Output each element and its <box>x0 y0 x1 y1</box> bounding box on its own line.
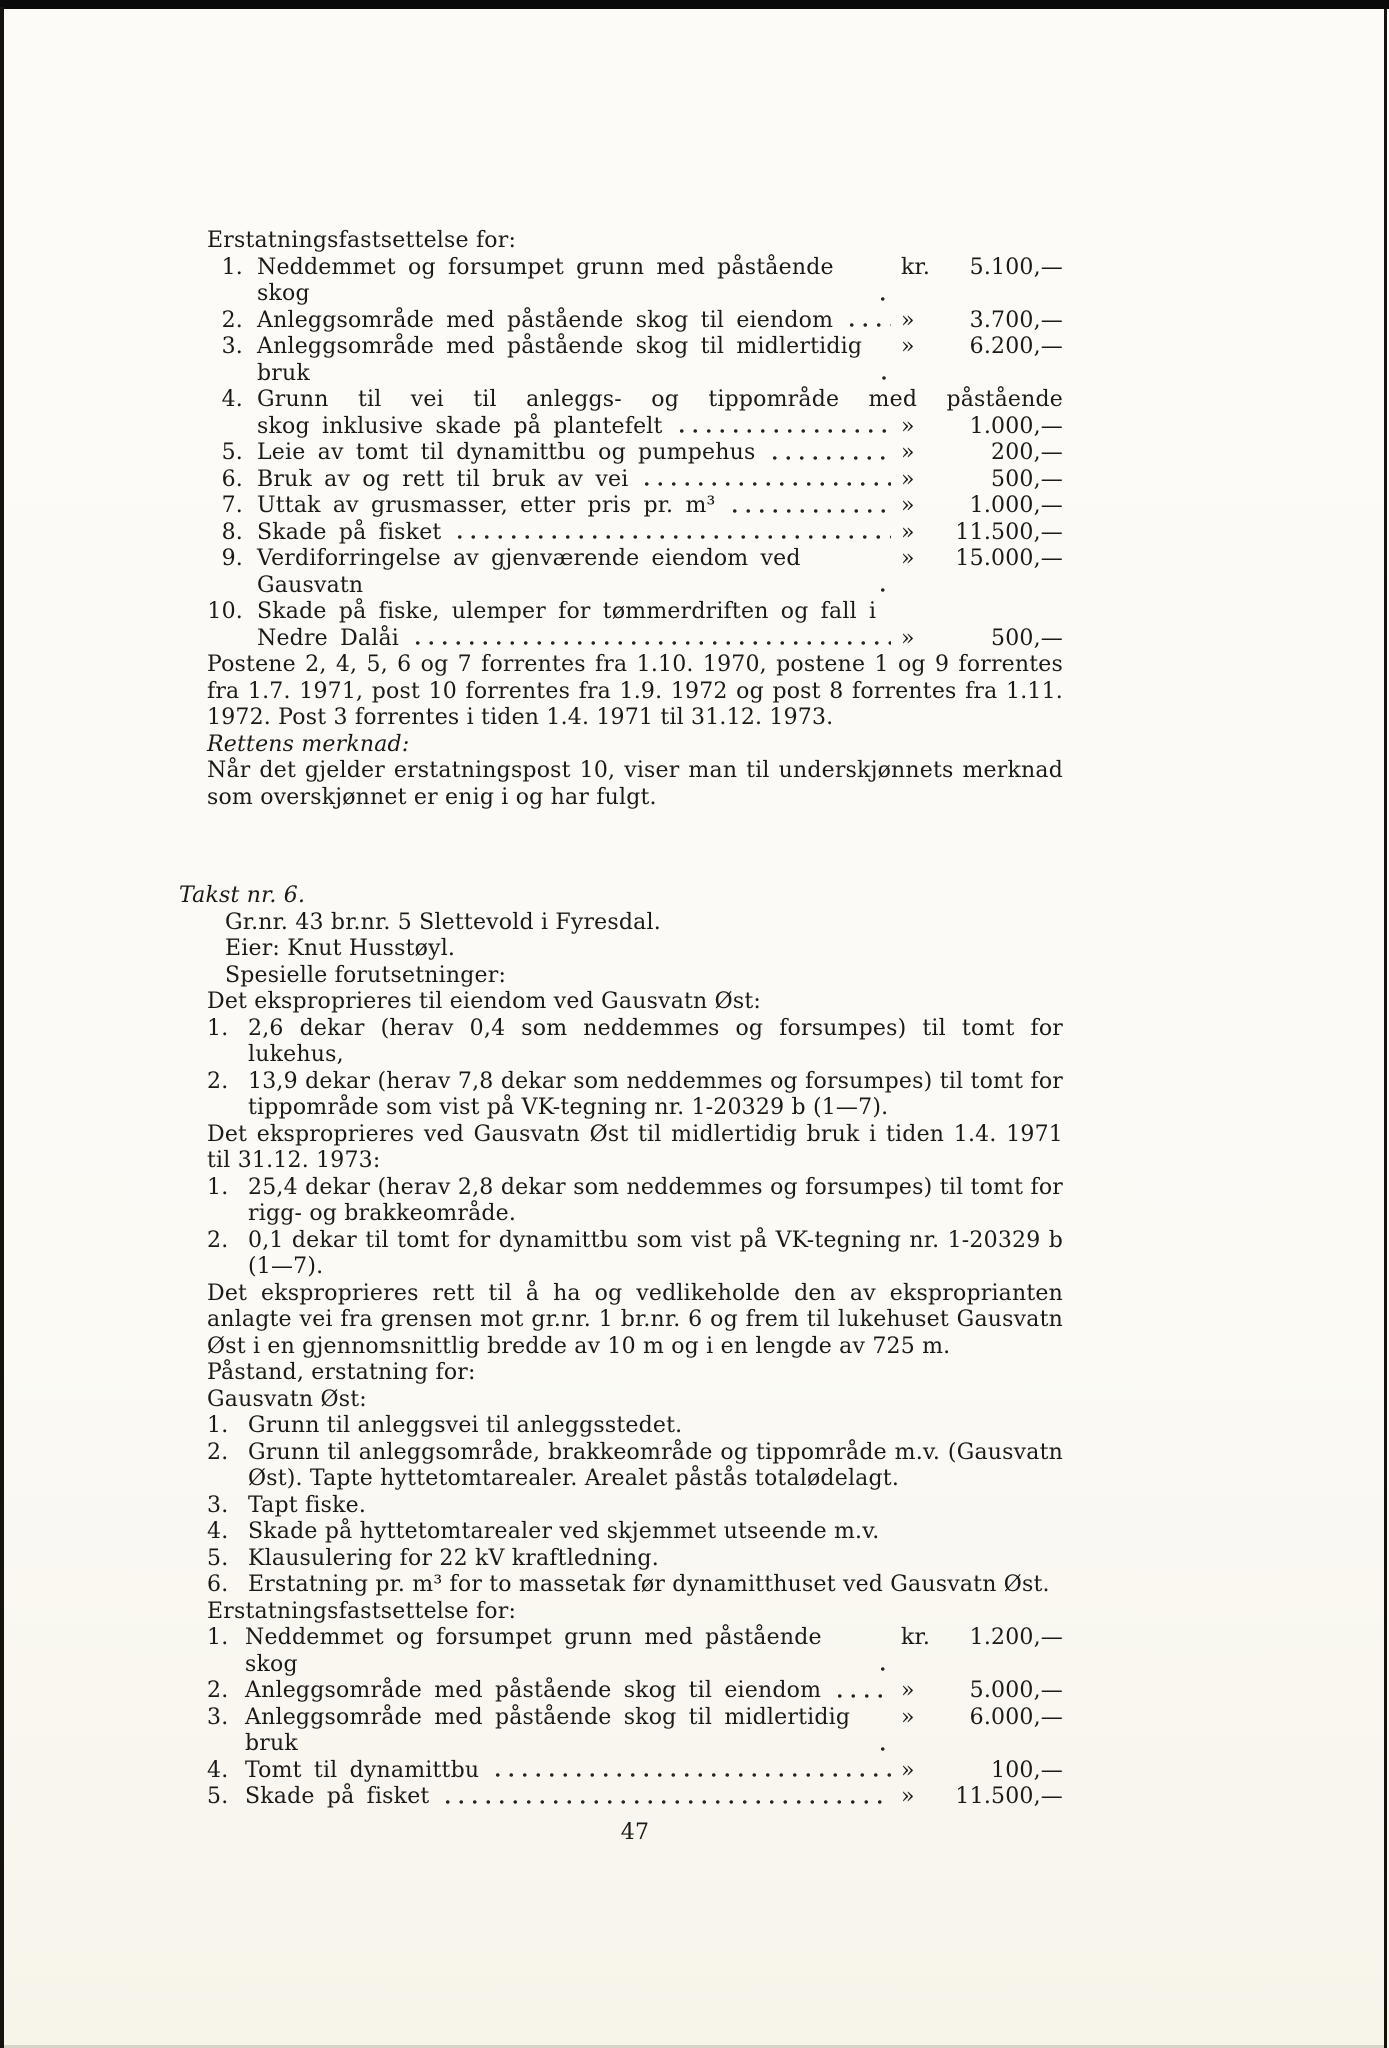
fee-item-number: 9. <box>221 546 243 571</box>
fee-item-text: Skade på fisket <box>257 519 442 545</box>
fee-amount: 100,— <box>991 1757 1063 1783</box>
list-item-number: 6. <box>207 1572 229 1597</box>
fee-item-text: Leie av tomt til dynamittbu og pumpehus <box>257 440 756 465</box>
scan-top-edge-bar <box>0 0 1389 9</box>
claim-list <box>207 1413 1063 1599</box>
fee-row-line-1 <box>207 387 1063 414</box>
fee-leader-dots <box>441 1784 891 1811</box>
fee-row-line-1 <box>207 334 1063 387</box>
list-item-text: Erstatning pr. m³ for to massetak før dynamitthuset ved Gausvatn Øst. <box>248 1572 1050 1597</box>
list-item <box>207 1546 1063 1573</box>
fee-item-number: 5. <box>207 1784 229 1809</box>
fee-currency: kr. <box>901 254 931 280</box>
fee-row-line-1 <box>207 440 1063 467</box>
fee-amount: 11.500,— <box>955 519 1063 545</box>
claim-location: Gausvatn Øst: <box>207 1386 367 1412</box>
fee-row <box>207 1625 1063 1678</box>
fee-leader-dots <box>876 1625 891 1678</box>
list-item <box>207 1440 1063 1493</box>
fee-leader-dots <box>768 440 892 467</box>
scan-right-edge-line <box>1384 9 1387 2048</box>
claim-heading: Påstand, erstatning for: <box>207 1360 476 1385</box>
fee-item-text-continued: Nedre Dalåi <box>257 625 400 651</box>
list-item-text: Tapt fiske. <box>248 1492 367 1518</box>
fee-item-text: Neddemmet og forsumpet grunn med påstående skog <box>257 254 834 306</box>
fee-item-number: 3. <box>221 334 243 359</box>
fee-amount: 500,— <box>991 625 1063 651</box>
fee-item-number: 4. <box>221 387 243 412</box>
fee-row <box>207 255 1063 308</box>
fee-currency: » <box>901 1704 915 1730</box>
fee-row-line-1 <box>207 467 1063 494</box>
fee-currency: » <box>901 519 915 545</box>
fee-amount: 1.200,— <box>969 1625 1063 1650</box>
fee-row-line-1 <box>207 599 1063 626</box>
list-item <box>207 1572 1063 1599</box>
expropriation-midlertidig-list <box>207 1175 1063 1281</box>
fee-row <box>207 467 1063 494</box>
court-remark-heading: Rettens merknad: <box>207 731 410 757</box>
fee-currency: » <box>901 1784 915 1809</box>
fee-item-number: 5. <box>221 440 243 465</box>
list-item-text: Grunn til anleggsområde, brakkeområde og tippområde m.v. (Gausvatn Øst). Tapte hyttetomtarealer. Arealet påstås totalødelagt. <box>248 1439 1063 1491</box>
fee-row-line-2 <box>207 626 1063 653</box>
list-item-number: 3. <box>207 1492 229 1518</box>
list-item-text: 2,6 dekar (herav 0,4 som neddemmes og forsumpes) til tomt for lukehus, <box>248 1015 1063 1067</box>
fee-currency: » <box>901 1678 915 1703</box>
fee-item-number: 1. <box>207 1625 229 1650</box>
list-item-text: Klausulering for 22 kV kraftledning. <box>248 1545 659 1571</box>
fee-row-line-1 <box>207 255 1063 308</box>
list-item-number: 1. <box>207 1413 229 1438</box>
fee-leader-dots <box>876 546 891 599</box>
text-column <box>179 228 1063 1846</box>
fee-item-number: 10. <box>207 599 243 624</box>
fee-item-number: 1. <box>221 254 243 280</box>
fee-row <box>207 334 1063 387</box>
expropriation-eiendom-list <box>207 1016 1063 1122</box>
list-item-text: 13,9 dekar (herav 7,8 dekar som neddemmes og forsumpes) til tomt for tippområde som vist på VK-tegning nr. 1-20329 b (1—7). <box>248 1068 1063 1120</box>
scan-left-edge-line <box>0 7 4 2048</box>
list-item-text: Grunn til anleggsvei til anleggsstedet. <box>248 1413 683 1438</box>
list-item <box>207 1413 1063 1440</box>
fee-row <box>207 440 1063 467</box>
property-line: Gr.nr. 43 br.nr. 5 Slettevold i Fyresdal. <box>225 909 661 935</box>
court-remark-text: Når det gjelder erstatningspost 10, viser man til underskjønnets merknad som overskjønnet er enig i og har fulgt. <box>207 758 1063 810</box>
fee-currency: » <box>901 334 915 359</box>
fee-item-number: 6. <box>221 466 243 492</box>
fee-amount: 6.200,— <box>969 334 1063 359</box>
fee-row-line-1 <box>207 308 1063 335</box>
list-item-text: 0,1 dekar til tomt for dynamittbu som vist på VK-tegning nr. 1-20329 b (1—7). <box>248 1227 1063 1279</box>
fee-leader-dots <box>675 414 891 441</box>
fee-amount: 5.000,— <box>969 1678 1063 1703</box>
fee-item-text-continued: skog inklusive skade på plantefelt <box>257 413 663 439</box>
fee-row-line-1 <box>207 1678 1063 1705</box>
fee-amount: 5.100,— <box>969 254 1063 280</box>
fee-currency: » <box>901 413 915 439</box>
list-item <box>207 1175 1063 1228</box>
fees-header: Erstatningsfastsettelse for: <box>207 1598 517 1624</box>
fee-row-line-1 <box>207 520 1063 547</box>
takst-heading: Takst nr. 6. <box>179 883 306 908</box>
list-item-number: 2. <box>207 1068 229 1094</box>
fee-amount: 1.000,— <box>969 413 1063 439</box>
fee-row-line-1 <box>207 546 1063 599</box>
fee-leader-dots <box>876 1705 891 1758</box>
fee-item-number: 4. <box>207 1757 229 1783</box>
fee-currency: » <box>901 546 915 571</box>
fee-item-text: Anleggsområde med påstående skog til midlertidig bruk <box>257 334 863 386</box>
fee-currency: » <box>901 440 915 465</box>
conditions-heading: Spesielle forutsetninger: <box>225 962 507 988</box>
expropriation-vei-paragraph: Det eksproprieres rett til å ha og vedlikeholde den av eksproprianten anlagte vei fra grensen mot gr.nr. 1 br.nr. 6 og frem til lukehuset Gausvatn Øst i en gjennomsnittlig bredde av 10 m og i en lengde av 725 m. <box>207 1280 1063 1359</box>
list-item <box>207 1493 1063 1520</box>
list-item-number: 2. <box>207 1439 229 1465</box>
fee-item-text: Neddemmet og forsumpet grunn med påstående skog <box>245 1625 822 1677</box>
fee-amount: 500,— <box>991 466 1063 492</box>
page-number: 47 <box>620 1819 650 1845</box>
owner-line: Eier: Knut Husstøyl. <box>225 936 456 961</box>
fee-amount: 1.000,— <box>969 493 1063 518</box>
fee-item-text: Bruk av og rett til bruk av vei <box>257 466 629 492</box>
list-item <box>207 1519 1063 1546</box>
fee-leader-dots <box>491 1758 891 1785</box>
list-item <box>207 1016 1063 1069</box>
fee-item-number: 3. <box>207 1704 229 1730</box>
fee-amount: 3.700,— <box>969 307 1063 333</box>
fee-currency: » <box>901 307 915 333</box>
fee-row <box>207 493 1063 520</box>
list-item-number: 1. <box>207 1015 229 1041</box>
fee-list <box>207 1625 1063 1811</box>
list-item <box>207 1069 1063 1122</box>
fee-item-text: Tomt til dynamittbu <box>245 1757 480 1783</box>
fee-leader-dots <box>640 467 891 494</box>
fee-row-line-1 <box>207 493 1063 520</box>
fee-item-number: 2. <box>207 1678 229 1703</box>
fee-row <box>207 1678 1063 1705</box>
fee-row-line-1 <box>207 1705 1063 1758</box>
fees-header: Erstatningsfastsettelse for: <box>207 228 517 253</box>
fee-row <box>207 387 1063 440</box>
fee-currency: » <box>901 1757 915 1783</box>
fee-row-line-2 <box>207 414 1063 441</box>
fee-row <box>207 520 1063 547</box>
list-item-number: 5. <box>207 1545 229 1571</box>
fee-amount: 15.000,— <box>955 546 1063 571</box>
fee-item-text: Anleggsområde med påstående skog til eiendom <box>245 1678 822 1703</box>
list-item <box>207 1228 1063 1281</box>
fee-row-line-1 <box>207 1758 1063 1785</box>
fee-item-text: Skade på fiske, ulemper for tømmerdriften og fall i <box>257 599 877 624</box>
fee-row <box>207 1758 1063 1785</box>
fee-item-number: 7. <box>221 493 243 518</box>
fee-item-number: 2. <box>221 307 243 333</box>
fee-item-text: Skade på fisket <box>245 1784 430 1809</box>
list-item-number: 4. <box>207 1519 229 1544</box>
fee-leader-dots <box>833 1678 891 1705</box>
fee-leader-dots <box>411 626 891 653</box>
fee-item-text: Grunn til vei til anleggs- og tippområde med påstående <box>257 387 1063 412</box>
fee-amount: 11.500,— <box>955 1784 1063 1809</box>
interest-paragraph: Postene 2, 4, 5, 6 og 7 forrentes fra 1.10. 1970, postene 1 og 9 forrentes fra 1.7. 1971, post 10 forrentes fra 1.9. 1972 og post 8 forrentes fra 1.11. 1972. Post 3 forrentes i tiden 1.4. 1971 til 31.12. 1973. <box>207 652 1063 730</box>
fee-row <box>207 599 1063 652</box>
fee-item-text: Verdiforringelse av gjenværende eiendom ved Gausvatn <box>257 546 801 598</box>
fee-row-line-1 <box>207 1625 1063 1678</box>
fee-amount: 200,— <box>991 440 1063 465</box>
fee-row <box>207 308 1063 335</box>
fee-item-text: Anleggsområde med påstående skog til eiendom <box>257 307 834 333</box>
fee-currency: » <box>901 493 915 518</box>
fee-leader-dots <box>728 493 891 520</box>
fee-item-text: Anleggsområde med påstående skog til midlertidig bruk <box>245 1704 851 1756</box>
fee-leader-dots <box>877 334 892 387</box>
list-item-number: 2. <box>207 1227 229 1253</box>
fee-leader-dots <box>845 308 891 335</box>
fee-leader-dots <box>453 520 891 547</box>
list-item-text: 25,4 dekar (herav 2,8 dekar som neddemmes og forsumpes) til tomt for rigg- og brakkeområde. <box>248 1174 1063 1226</box>
fee-list <box>207 255 1063 653</box>
fee-currency: » <box>901 625 915 651</box>
list-item-text: Skade på hyttetomtarealer ved skjemmet utseende m.v. <box>248 1519 880 1544</box>
fee-amount: 6.000,— <box>969 1704 1063 1730</box>
fee-item-text: Uttak av grusmasser, etter pris pr. m³ <box>257 493 716 518</box>
expropriation-midlertidig-intro: Det eksproprieres ved Gausvatn Øst til midlertidig bruk i tiden 1.4. 1971 til 31.12. 1973: <box>207 1121 1063 1173</box>
fee-row <box>207 1705 1063 1758</box>
fee-row-line-1 <box>207 1784 1063 1811</box>
fee-leader-dots <box>876 255 891 308</box>
expropriation-eiendom-intro: Det eksproprieres til eiendom ved Gausvatn Øst: <box>207 989 761 1014</box>
list-item-number: 1. <box>207 1174 229 1200</box>
fee-currency: kr. <box>901 1625 931 1650</box>
fee-currency: » <box>901 466 915 492</box>
fee-row <box>207 1784 1063 1811</box>
fee-item-number: 8. <box>221 519 243 545</box>
fee-row <box>207 546 1063 599</box>
